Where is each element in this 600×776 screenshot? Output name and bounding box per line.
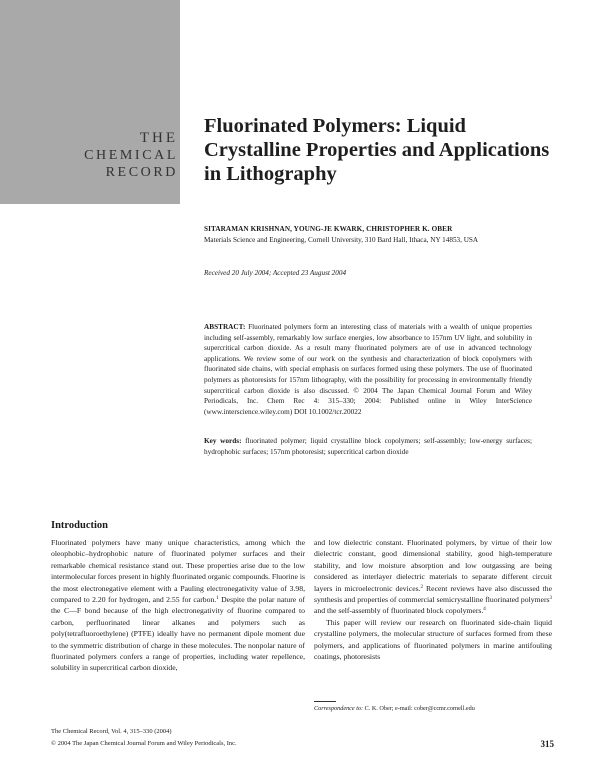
body-column-left bbox=[51, 537, 305, 674]
paragraph-text: and the self-assembly of fluorinated block copolymers. bbox=[314, 606, 484, 616]
body-column-right bbox=[314, 537, 552, 662]
reference-marker: 2 bbox=[420, 584, 424, 590]
keywords-text: fluorinated polymer; liquid crystalline block copolymers; self-assembly; low-energy surfaces; hydrophobic surfaces; 157nm photoresist; supercritical carbon dioxide bbox=[204, 437, 533, 456]
journal-logo-line2: CHEMICAL bbox=[84, 148, 178, 163]
reference-marker: 4 bbox=[483, 607, 486, 613]
keywords-label: Key words: bbox=[204, 437, 242, 445]
footer-copyright: © 2004 The Japan Chemical Journal Forum and Wiley Periodicals, Inc. bbox=[51, 740, 237, 747]
paragraph: This paper will review our research on fluorinated side-chain liquid crystalline polymers, the molecular structure of surfaces formed from these polymers, and applications of fluorinated polymers in marine antifouling coatings, photoresists bbox=[314, 617, 552, 662]
article-title: Fluorinated Polymers: Liquid Crystalline Properties and Applications in Lithography bbox=[204, 115, 550, 185]
article-affiliation: Materials Science and Engineering, Cornell University, 310 Bard Hall, Ithaca, NY 14853, USA bbox=[204, 236, 479, 244]
abstract-text: Fluorinated polymers form an interesting class of materials with a wealth of unique properties including self-assembly, remarkably low surface energies, low absorbance to 157nm UV light, and solubility in supercritical carbon dioxide. As a result many fluorinated polymers are of use in advanced technology applications. We review some of our work on the synthesis and characterization of block copolymers with fluorinated side chains, with special emphasis on surfaces formed using these polymers. The use of fluorinated polymers as photoresists for 157nm lithography, with the possibility for processing in environmentally friendly supercritical carbon dioxide is also discussed. © 2004 The Japan Chemical Journal Forum and Wiley Periodicals, Inc. Chem Rec 4: 315–330; 2004: Published online in Wiley InterScience (www.interscience.wiley.com) DOI 10.1002/tcr.20022 bbox=[204, 323, 533, 416]
reference-marker: 3 bbox=[549, 596, 552, 602]
footnote-divider bbox=[314, 701, 336, 702]
footnote-label: Correspondence to: bbox=[314, 705, 364, 712]
footer-citation: The Chemical Record, Vol. 4, 315–330 (2004) bbox=[51, 728, 172, 735]
article-authors: SITARAMAN KRISHNAN, YOUNG-JE KWARK, CHRISTOPHER K. OBER bbox=[204, 225, 453, 233]
keywords bbox=[204, 436, 532, 457]
paragraph bbox=[314, 537, 552, 617]
abstract-label: ABSTRACT: bbox=[204, 323, 246, 331]
reference-marker: 1 bbox=[216, 596, 219, 602]
correspondence-footnote bbox=[314, 705, 574, 712]
paragraph-text: Fluorinated polymers have many unique characteristics, among which the oleophobic–hydrophobic nature of fluorinated polymer surfaces and their remarkable chemical resistance stand out. These properties arise due to the low intermolecular forces present in highly fluorinated organic compounds. Fluorine is the most electronegative element with a Pauling electronegativity value of 3.98, compared to 2.20 for hydrogen, and 2.55 for carbon. bbox=[51, 538, 305, 605]
abstract bbox=[204, 322, 532, 417]
paragraph-text: and low dielectric constant. Fluorinated polymers, by virtue of their low dielectric constant, good dimensional stability, good high-temperature stability, and low moisture absorption and low outgassing are being considered as interlayer dielectric materials to separate different circuit layers in microelectronic devices. bbox=[314, 538, 552, 593]
journal-logo bbox=[84, 130, 178, 181]
journal-logo-line3: RECORD bbox=[105, 165, 178, 180]
article-received-dates: Received 20 July 2004; Accepted 23 August 2004 bbox=[204, 269, 347, 277]
paragraph bbox=[51, 537, 305, 674]
page-number: 315 bbox=[540, 739, 554, 749]
paragraph-text: Recent reviews have also discussed the synthesis and properties of commercial semicrystalline fluorinated polymers bbox=[314, 583, 552, 605]
journal-logo-line1: THE bbox=[139, 130, 178, 146]
paragraph-text: Despite the polar nature of the C—F bond because of the high electronegativity of fluorine compared to carbon, perfluorinated linear alkanes and polymers such as poly(tetrafluoroethylene) (PTFE) ideally have no permanent dipole moment due to the symmetric distribution of charge in these molecules. The nonpolar nature of fluorinated polymers confers a range of properties, including water repellence, solubility in supercritical carbon dioxide, bbox=[51, 595, 306, 673]
footnote-text: C. K. Ober; e-mail: cober@ccmr.cornell.edu bbox=[363, 705, 475, 712]
section-heading-introduction: Introduction bbox=[51, 520, 108, 531]
